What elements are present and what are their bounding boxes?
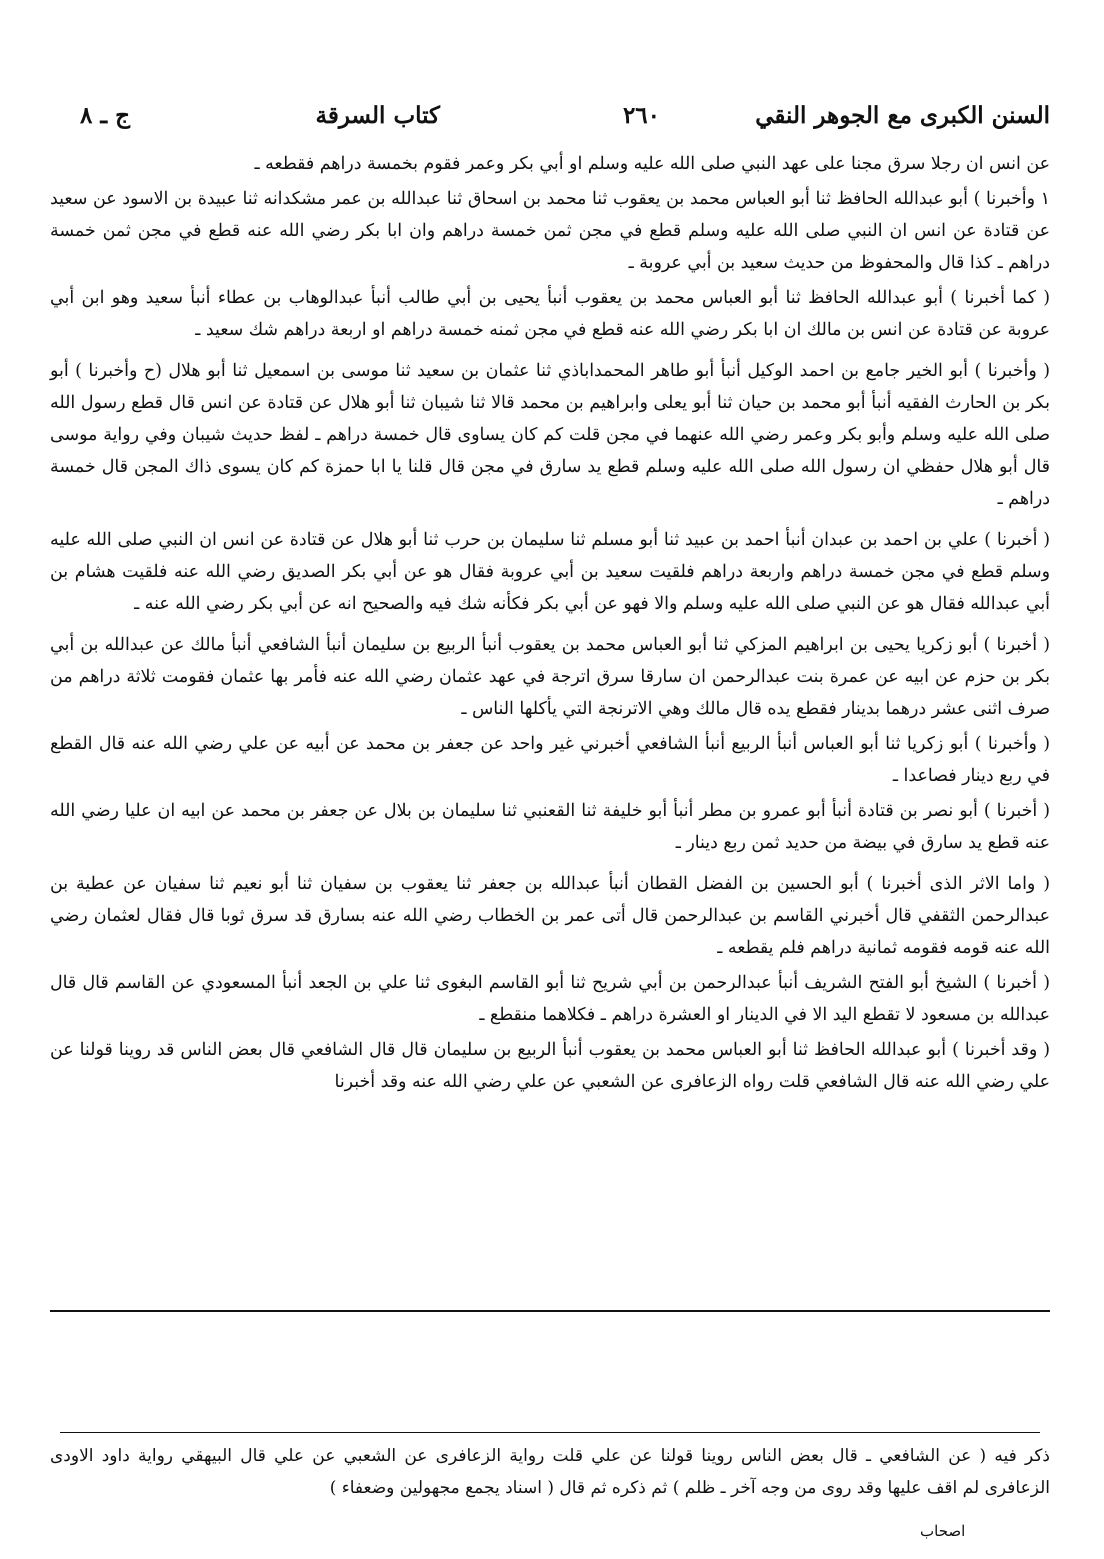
running-title: السنن الكبرى مع الجوهر النقي [755, 102, 1050, 129]
paragraph: عن انس ان رجلا سرق مجنا على عهد النبي صلى الله عليه وسلم او أبي بكر وعمر فقوم بخمسة دراهم فقطعه ـ [254, 154, 1050, 174]
paragraph: ( وأخبرنا ) أبو زكريا ثنا أبو العباس أنبأ الربيع أنبأ الشافعي أخبرني غير واحد عن جعفر بن محمد عن أبيه عن علي رضي الله عنه قال القطع في ربع دينار فصاعدا ـ [50, 734, 1050, 786]
paragraph: ١ وأخبرنا ) أبو عبدالله الحافظ ثنا أبو العباس محمد بن يعقوب ثنا محمد بن اسحاق ثنا عبدالله بن عمر مشكدانه ثنا عبيدة بن الاسود عن سعيد عن قتادة عن انس ان النبي صلى الله عليه وسلم قطع في مجن ثمن خمسة دراهم وان ابا بكر رضي الله عنه قطع في مجن ثمن خمسة دراهم ـ كذا قال والمحفوظ من حديث سعيد بن أبي عروبة ـ [50, 189, 1050, 273]
footnote-divider [60, 1432, 1040, 1433]
paragraph: ( واما الاثر الذى أخبرنا ) أبو الحسين بن الفضل القطان أنبأ عبدالله بن جعفر ثنا يعقوب بن سفيان ثنا أبو نعيم ثنا سفيان عن عطية بن عبدالرحمن الثقفي قال أخبرني القاسم بن عبدالرحمن قال أتى عمر بن الخطاب رضي الله عنه بسارق قد سرق ثوبا قال فقال لعثمان رضي الله عنه قومه فقومه ثمانية دراهم فلم يقطعه ـ [50, 874, 1050, 958]
paragraph: ( أخبرنا ) علي بن احمد بن عبدان أنبأ احمد بن عبيد ثنا أبو مسلم ثنا سليمان بن حرب ثنا أبو هلال عن قتادة عن انس ان النبي صلى الله عليه وسلم قطع في مجن خمسة دراهم واربعة دراهم فلقيت سعيد بن أبي عروبة فقال هو عن أبي بكر الصديق رضي الله عنه فلقيت هشام بن أبي عبدالله فقال هو عن النبي صلى الله عليه وسلم والا فهو عن أبي بكر فكأنه شك فيه والصحيح انه عن أبي بكر رضي الله عنه ـ [50, 530, 1050, 614]
text-divider [50, 1310, 1050, 1312]
catchword: اصحاب [920, 1522, 966, 1540]
paragraph: ( أخبرنا ) أبو زكريا يحيى بن ابراهيم المزكي ثنا أبو العباس محمد بن يعقوب أنبأ الربيع بن سليمان أنبأ الشافعي أنبأ مالك عن عبدالله بن أبي بكر بن حزم عن ابيه عن عمرة بنت عبدالرحمن ان سارقا سرق اترجة في عهد عثمان رضي الله عنه فأمر بها عثمان فقومت ثلاثة دراهم من صرف اثنى عشر درهما بدينار فقطع يده قال مالك وهي الاترنجة التي يأكلها الناس ـ [50, 635, 1050, 719]
volume-number: ج ـ ٨ [80, 102, 130, 129]
book-title: كتاب السرقة [315, 102, 440, 129]
footnote-text: ذكر فيه ( عن الشافعي ـ قال بعض الناس روينا قولنا عن علي قلت رواية الزعافرى عن الشعبي عن علي قال البيهقي رواية داود الاودى الزعافرى لم اقف عليها وقد روى من وجه آخر ـ ظلم ) ثم ذكره ثم قال ( اسناد يجمع مجهولين وضعفاء ) [50, 1446, 1050, 1498]
paragraph: ( كما أخبرنا ) أبو عبدالله الحافظ ثنا أبو العباس محمد بن يعقوب أنبأ يحيى بن أبي طالب أنبأ عبدالوهاب بن عطاء أنبأ سعيد وهو ابن أبي عروبة عن قتادة عن انس بن مالك ان ابا بكر رضي الله عنه قطع في مجن ثمنه خمسة دراهم او اربعة دراهم شك سعيد ـ [50, 288, 1050, 340]
footnote [50, 1440, 1050, 1504]
page-number: ٢٦٠ [622, 102, 660, 129]
main-text [50, 148, 1050, 1101]
paragraph: ( وقد أخبرنا ) أبو عبدالله الحافظ ثنا أبو العباس محمد بن يعقوب أنبأ الربيع بن سليمان قال قال الشافعي قال بعض الناس قد روينا قولنا عن علي رضي الله عنه قال الشافعي قلت رواه الزعافرى عن الشعبي عن علي رضي الله عنه وقد أخبرنا [50, 1040, 1050, 1092]
paragraph: ( أخبرنا ) الشيخ أبو الفتح الشريف أنبأ عبدالرحمن بن أبي شريح ثنا أبو القاسم البغوى ثنا علي بن الجعد أنبأ المسعودي عن القاسم قال قال عبدالله بن مسعود لا تقطع اليد الا في الدينار او العشرة دراهم ـ فكلاهما منقطع ـ [50, 973, 1050, 1025]
paragraph: ( أخبرنا ) أبو نصر بن قتادة أنبأ أبو عمرو بن مطر أنبأ أبو خليفة ثنا القعنبي ثنا سليمان بن بلال عن جعفر بن محمد عن ابيه ان عليا رضي الله عنه قطع يد سارق في بيضة من حديد ثمن ربع دينار ـ [50, 801, 1050, 853]
paragraph: ( وأخبرنا ) أبو الخير جامع بن احمد الوكيل أنبأ أبو طاهر المحمداباذي ثنا عثمان بن سعيد ثنا موسى بن اسمعيل ثنا أبو هلال (ح وأخبرنا ) أبو بكر بن الحارث الفقيه أنبأ أبو محمد بن حيان ثنا أبو يعلى وابراهيم بن محمد قالا ثنا شيبان ثنا أبو هلال عن قتادة عن انس قال قطع رسول الله صلى الله عليه وسلم وأبو بكر وعمر رضي الله عنهما في مجن قلت كم كان يساوى قال خمسة دراهم ـ لفظ حديث شيبان وفي رواية موسى قال أبو هلال حفظي ان رسول الله صلى الله عليه وسلم قطع يد سارق في مجن قال قلنا يا ابا حمزة كم كان يسوى ذاك المجن قال خمسة دراهم ـ [50, 361, 1050, 509]
page-header [50, 102, 1050, 142]
document-page [50, 80, 1050, 1540]
